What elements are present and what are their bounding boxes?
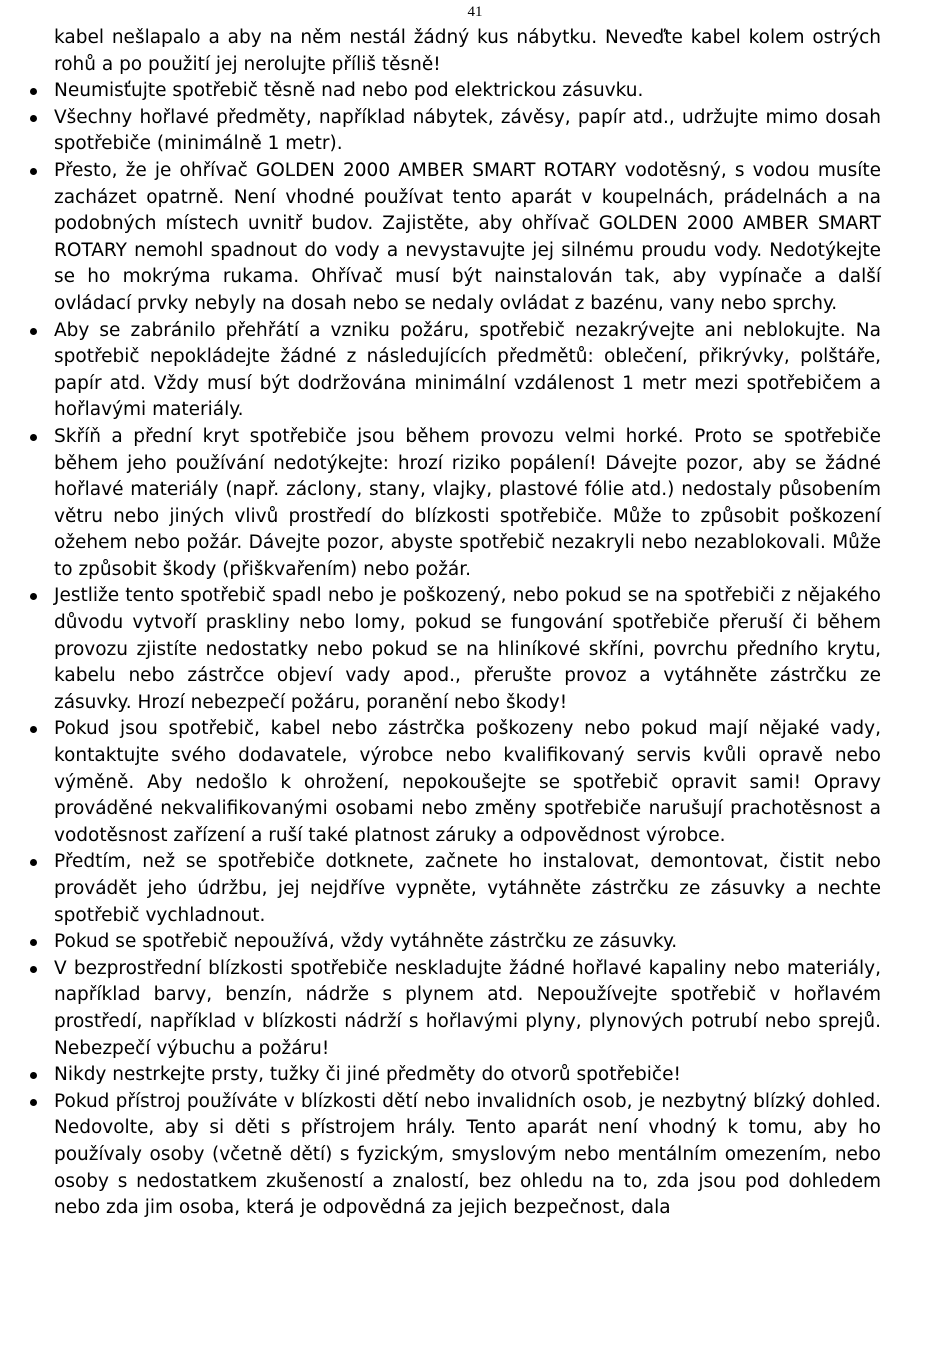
- list-item: [28, 1062, 881, 1089]
- list-item: [28, 1089, 881, 1222]
- list-item-text: Pokud se spotřebič nepoužívá, vždy vytáhněte zástrčku ze zásuvky.: [54, 931, 678, 953]
- bullet-icon: [28, 424, 54, 441]
- list-item: [28, 318, 881, 424]
- page-content: [28, 25, 881, 1222]
- bullet-icon: [28, 849, 54, 866]
- bullet-icon: [28, 158, 54, 175]
- list-item-text: Přesto, že je ohřívač GOLDEN 2000 AMBER SMART ROTARY vodotěsný, s vodou musíte zacházet opatrně. Není vhodné používat tento aparát v koupelnách, prádelnách a na podobných místech uvnitř budov. Zajistěte, aby ohřívač GOLDEN 2000 AMBER SMART ROTARY nemohl spadnout do vody a nevystavujte jej silnému proudu vody. Nedotýkejte se ho mokrýma rukama. Ohřívač musí být nainstalován tak, aby vypínače a další ovládací prvky nebyly na dosah nebo se nedaly ovládat z bazénu, vany nebo sprchy.: [54, 159, 881, 314]
- bullet-icon: [28, 929, 54, 946]
- list-item-text: Jestliže tento spotřebič spadl nebo je poškozený, nebo pokud se na spotřebiči z nějakého důvodu vytvoří praskliny nebo lomy, pokud se fungování spotřebiče přeruší či během provozu zjistíte nedostatky nebo pokud se na hliníkové skříni, povrchu předního krytu, kabelu nebo zástrčce objeví vady apod., přerušte provoz a vytáhněte zástrčku ze zásuvky. Hrozí nebezpečí požáru, poranění nebo škody!: [54, 585, 881, 713]
- list-item-text: Předtím, než se spotřebiče dotknete, začnete ho instalovat, demontovat, čistit nebo provádět jeho údržbu, jej nejdříve vypněte, vytáhněte zástrčku ze zásuvky a nechte spotřebič vychladnout.: [54, 851, 881, 926]
- list-item-text: Pokud přístroj používáte v blízkosti dětí nebo invalidních osob, je nezbytný blízký dohled. Nedovolte, aby si děti s přístrojem hrály. Tento aparát není vhodný k tomu, aby ho používaly osoby (včetně dětí) s fyzickým, smyslovým nebo mentálním omezením, nebo osoby s nedostatkem zkušeností a znalostí, bez ohledu na to, zda jsou pod dohledem nebo zda jim osoba, která je odpovědná za jejich bezpečnost, dala: [54, 1090, 881, 1219]
- list-item: [28, 956, 881, 1062]
- bullet-icon: [28, 1089, 54, 1106]
- list-item: [28, 849, 881, 929]
- bullet-list: [28, 78, 881, 1222]
- intro-paragraph: kabel nešlapalo a aby na něm nestál žádný kus nábytku. Neveďte kabel kolem ostrých rohů a po použití jej nerolujte příliš těsně!: [54, 27, 881, 75]
- list-item-text: Neumisťujte spotřebič těsně nad nebo pod elektrickou zásuvku.: [54, 80, 644, 102]
- bullet-icon: [28, 105, 54, 122]
- list-item: [28, 78, 881, 105]
- list-item-text: Aby se zabránilo přehřátí a vzniku požáru, spotřebič nezakrývejte ani neblokujte. Na spotřebič nepokládejte žádné z následujících předmětů: oblečení, přikrývky, polštáře, papír atd. Vždy musí být dodržována minimální vzdálenost 1 metr mezi spotřebičem a hořlavými materiály.: [54, 319, 881, 421]
- list-item-text: Pokud jsou spotřebič, kabel nebo zástrčka poškozeny nebo pokud mají nějaké vady, kontaktujte svého dodavatele, výrobce nebo kvalifikovaný servis kvůli opravě nebo výměně. Aby nedošlo k ohrožení, nepokoušejte se spotřebič opravit sami! Opravy prováděné nekvalifikovanými osobami nebo změny spotřebiče narušují prachotěsnost a vodotěsnost zařízení a ruší také platnost záruky a odpovědnost výrobce.: [54, 718, 881, 846]
- list-item-text: Skříň a přední kryt spotřebiče jsou během provozu velmi horké. Proto se spotřebiče během jeho používání nedotýkejte: hrozí riziko popálení! Dávejte pozor, aby se žádné hořlavé materiály (např. záclony, stany, vlajky, plastové fólie atd.) nedostaly působením větru nebo jiných vlivů prostředí do blízkosti spotřebiče. Může to způsobit poškození ožehem nebo požár. Dávejte pozor, abyste spotřebič nezakryli nebo nezablokovali. Může to způsobit škody (přiškvařením) nebo požár.: [54, 425, 881, 580]
- bullet-icon: [28, 78, 54, 95]
- bullet-icon: [28, 956, 54, 973]
- list-item-text: Všechny hořlavé předměty, například nábytek, závěsy, papír atd., udržujte mimo dosah spotřebiče (minimálně 1 metr).: [54, 106, 881, 155]
- list-item-text: Nikdy nestrkejte prsty, tužky či jiné předměty do otvorů spotřebiče!: [54, 1064, 681, 1086]
- list-item: [28, 105, 881, 158]
- page-number: 41: [467, 4, 483, 20]
- list-item: [28, 424, 881, 584]
- bullet-icon: [28, 716, 54, 733]
- list-item-text: V bezprostřední blízkosti spotřebiče neskladujte žádné hořlavé kapaliny nebo materiály, například barvy, benzín, nádrže s plynem atd. Nepoužívejte spotřebič v hořlavém prostředí, například v blízkosti nádrží s hořlavými plyny, plynových potrubí nebo sprejů. Nebezpečí výbuchu a požáru!: [54, 957, 881, 1059]
- list-item: [28, 158, 881, 318]
- list-item: [28, 929, 881, 956]
- bullet-icon: [28, 318, 54, 335]
- bullet-icon: [28, 1062, 54, 1079]
- list-item: [28, 583, 881, 716]
- bullet-icon: [28, 583, 54, 600]
- list-item: [28, 716, 881, 849]
